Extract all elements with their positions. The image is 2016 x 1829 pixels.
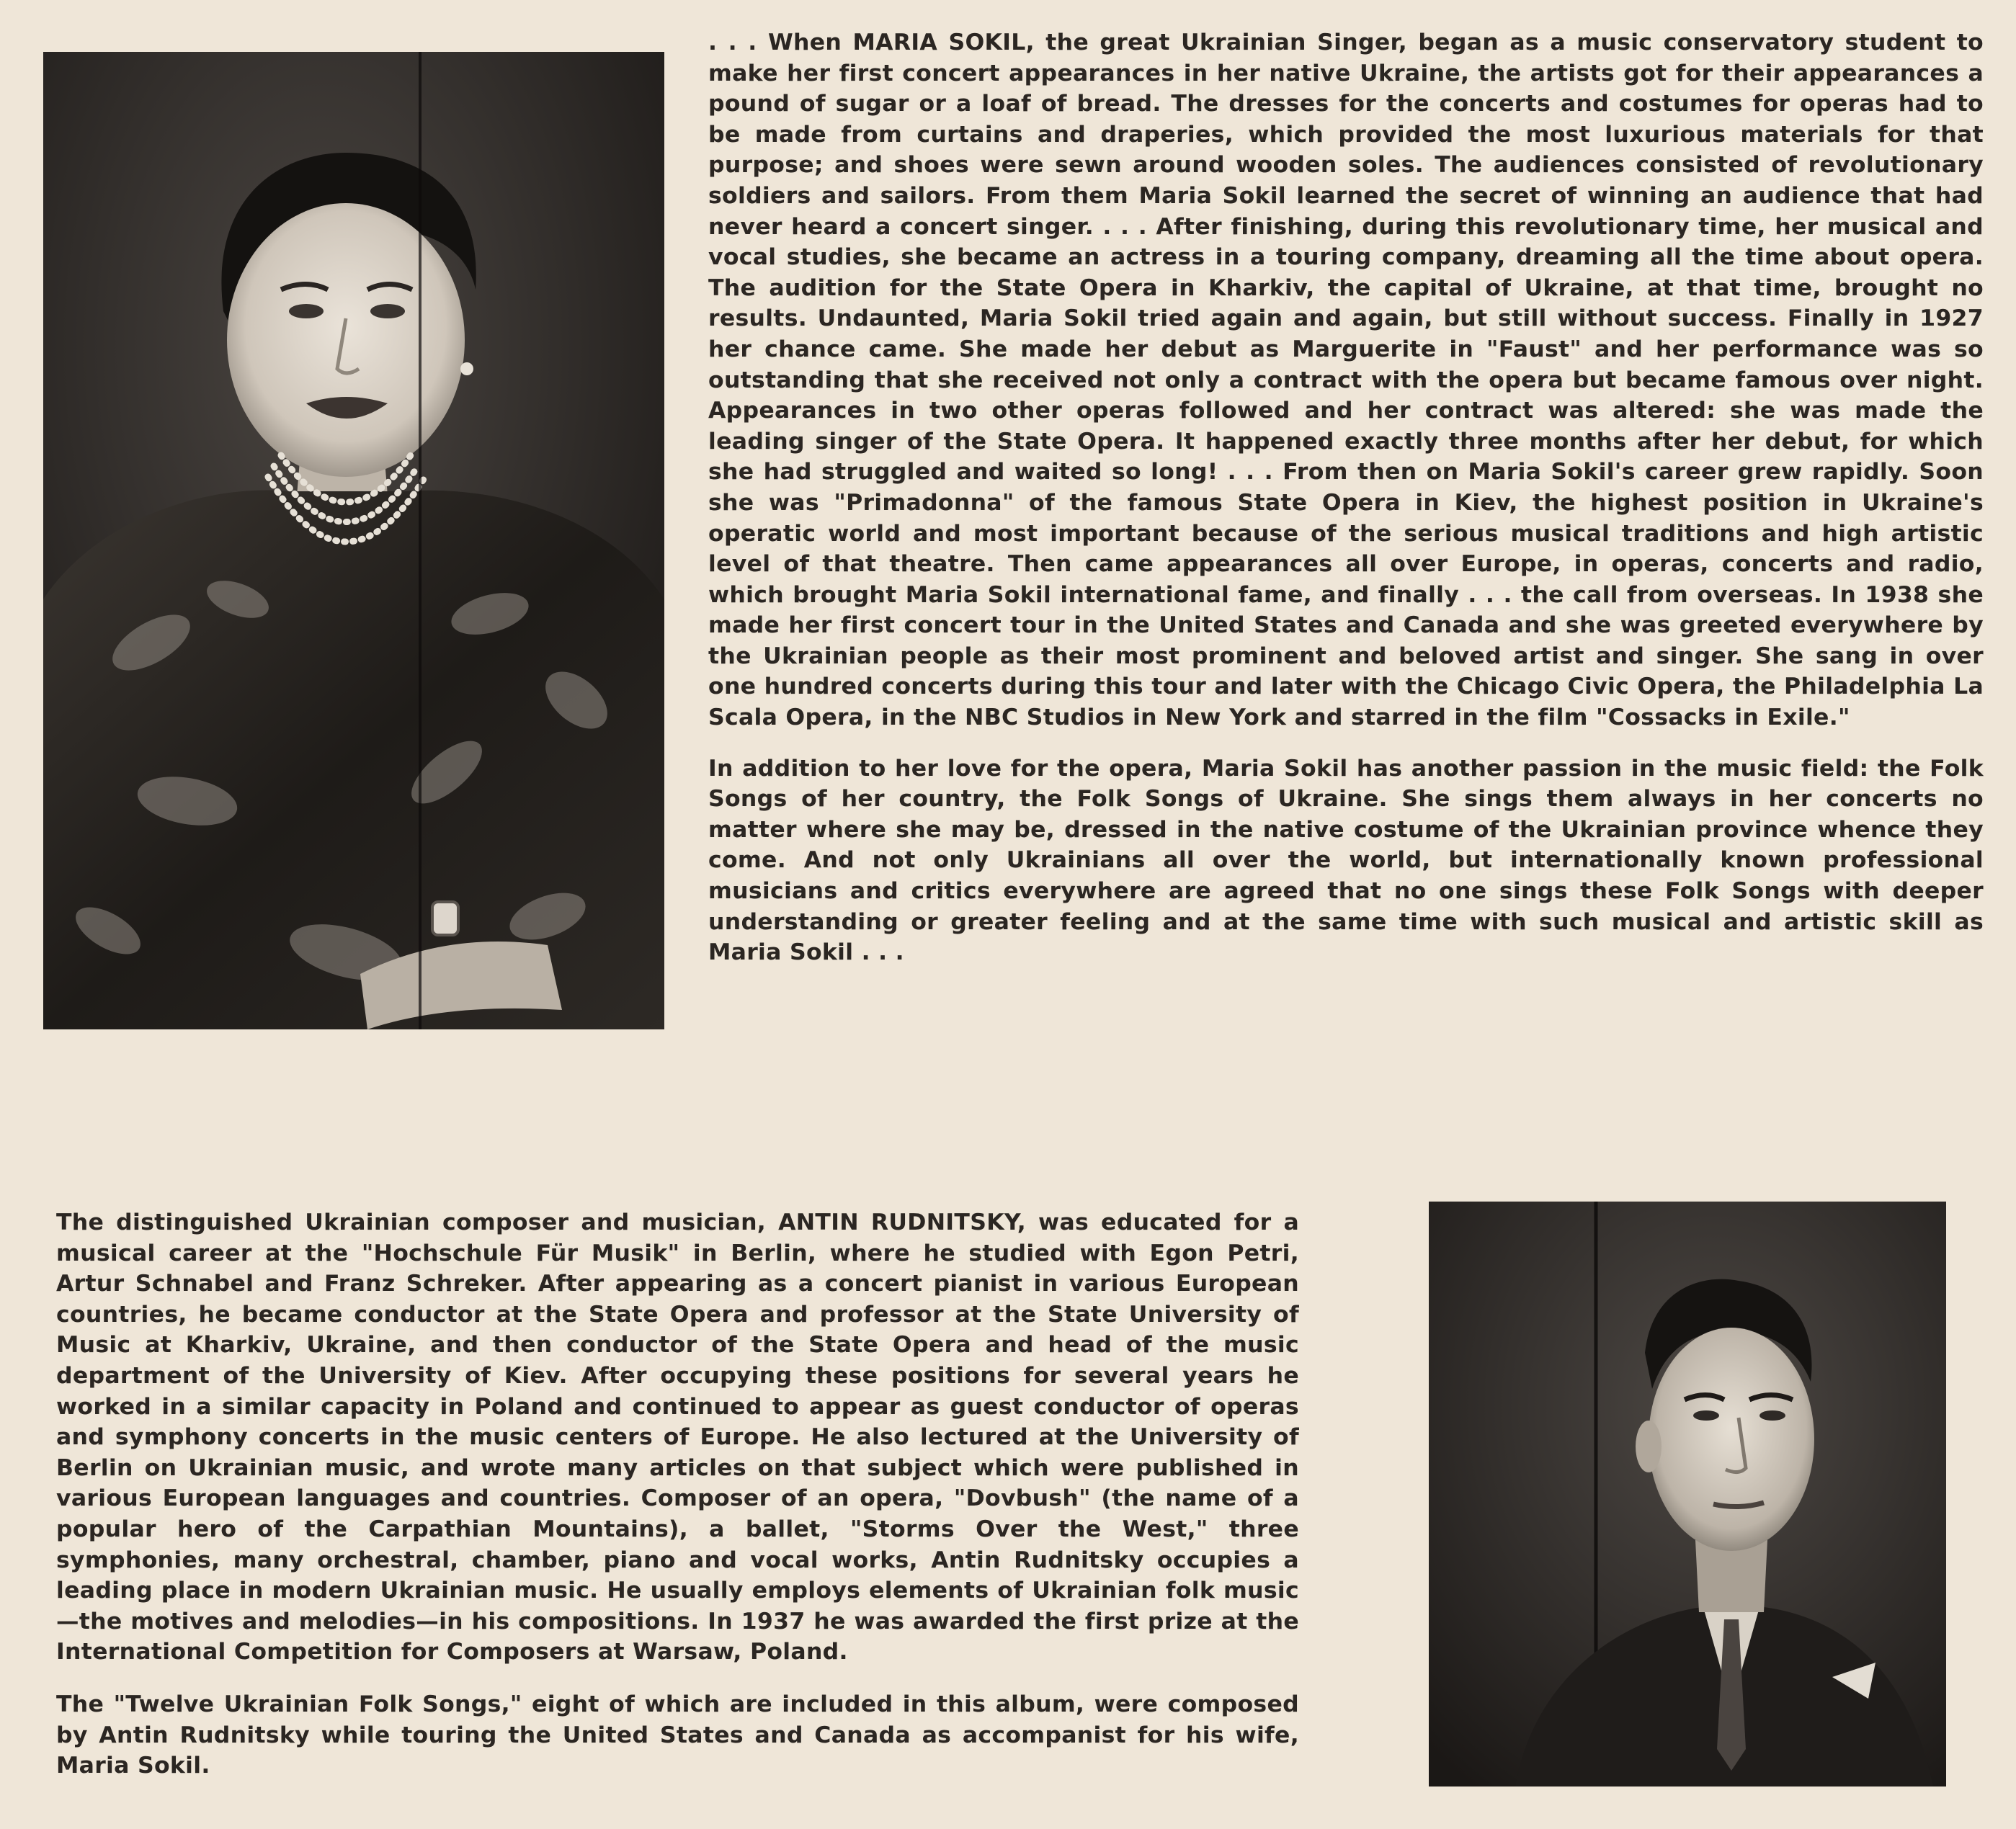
rudnitsky-paragraph-2: The "Twelve Ukrainian Folk Songs," eight of which are included in this album, were composed by Antin Rudnitsky while touring the United States and Canada as accompanist for his wife, Maria Sokil. (56, 1691, 1299, 1779)
sokil-paragraph-2: In addition to her love for the opera, Maria Sokil has another passion in the music field: the Folk Songs of her country, the Folk Songs of Ukraine. She sings them always in her concerts no matter where she may be, dressed in the native costume of the Ukrainian province whence they come. And not only Ukrainians all over the world, but internationally known professional musicians and critics everywhere are agreed that no one sings these Folk Songs with deeper understanding or greater feeling and at the same time with such musical and artistic skill as Maria Sokil . . . (708, 755, 1984, 966)
antin-rudnitsky-biography (56, 1207, 1299, 1781)
maria-sokil-biography (708, 27, 1984, 968)
maria-sokil-photo (43, 52, 664, 1029)
rudnitsky-paragraph-1: The distinguished Ukrainian composer and musician, ANTIN RUDNITSKY, was educated for a musical career at the "Hochschule Für Musik" in Berlin, where he studied with Egon Petri, Artur Schnabel and Franz Schreker. After appearing as a concert pianist in various European countries, he became conductor at the State Opera and professor at the State University of Music at Kharkiv, Ukraine, and then conductor of the State Opera and head of the music department of the University of Kiev. After occupying these positions for several years he worked in a similar capacity in Poland and continued to appear as guest conductor of operas and symphony concerts in the music centers of Europe. He also lectured at the University of Berlin on Ukrainian music, and wrote many articles on that subject which were published in various European languages and countries. Composer of an opera, "Dovbush" (the name of a popular hero of the Carpathian Mountains), a ballet, "Storms Over the West," three symphonies, many orchestral, chamber, piano and vocal works, Antin Rudnitsky occupies a leading place in modern Ukrainian music. He usually employs elements of Ukrainian folk music—the motives and melodies—in his compositions. In 1937 he was awarded the first prize at the International Competition for Composers at Warsaw, Poland. (56, 1209, 1299, 1665)
sokil-paragraph-1: . . . When MARIA SOKIL, the great Ukrainian Singer, began as a music conservatory student to make her first concert appearances in her native Ukraine, the artists got for their appearances a pound of sugar or a loaf of bread. The dresses for the concerts and costumes for operas had to be made from curtains and draperies, which provided the most luxurious materials for that purpose; and shoes were sewn around wooden soles. The audiences consisted of revolutionary soldiers and sailors. From them Maria Sokil learned the secret of winning an audience that had never heard a concert singer. . . . After finishing, during this revolutionary time, her musical and vocal studies, she became an actress in a touring company, dreaming all the time about opera. The audition for the State Opera in Kharkiv, the capital of Ukraine, at that time, brought no results. Undaunted, Maria Sokil tried again and again, but still without success. Finally in 1927 her chance came. She made her debut as Marguerite in "Faust" and her performance was so outstanding that she received not only a contract with the opera but became famous over night. Appearances in two other operas followed and her contract was altered: she was made the leading singer of the State Opera. It happened exactly three months after her debut, for which she had struggled and waited so long! . . . From then on Maria Sokil's career grew rapidly. Soon she was "Primadonna" of the famous State Opera in Kiev, the highest position in Ukraine's operatic world and most important because of the serious musical traditions and high artistic level of that theatre. Then came appearances all over Europe, in operas, concerts and radio, which brought Maria Sokil international fame, and finally . . . the call from overseas. In 1938 she made her first concert tour in the United States and Canada and she was greeted everywhere by the Ukrainian people as their most prominent and beloved artist and singer. She sang in over one hundred concerts during this tour and later with the Chicago Civic Opera, the Philadelphia La Scala Opera, in the NBC Studios in New York and starred in the film "Cossacks in Exile." (708, 30, 1984, 731)
antin-rudnitsky-portrait-illustration (1429, 1202, 1946, 1786)
antin-rudnitsky-photo (1429, 1202, 1946, 1786)
maria-sokil-portrait-illustration (43, 52, 664, 1029)
